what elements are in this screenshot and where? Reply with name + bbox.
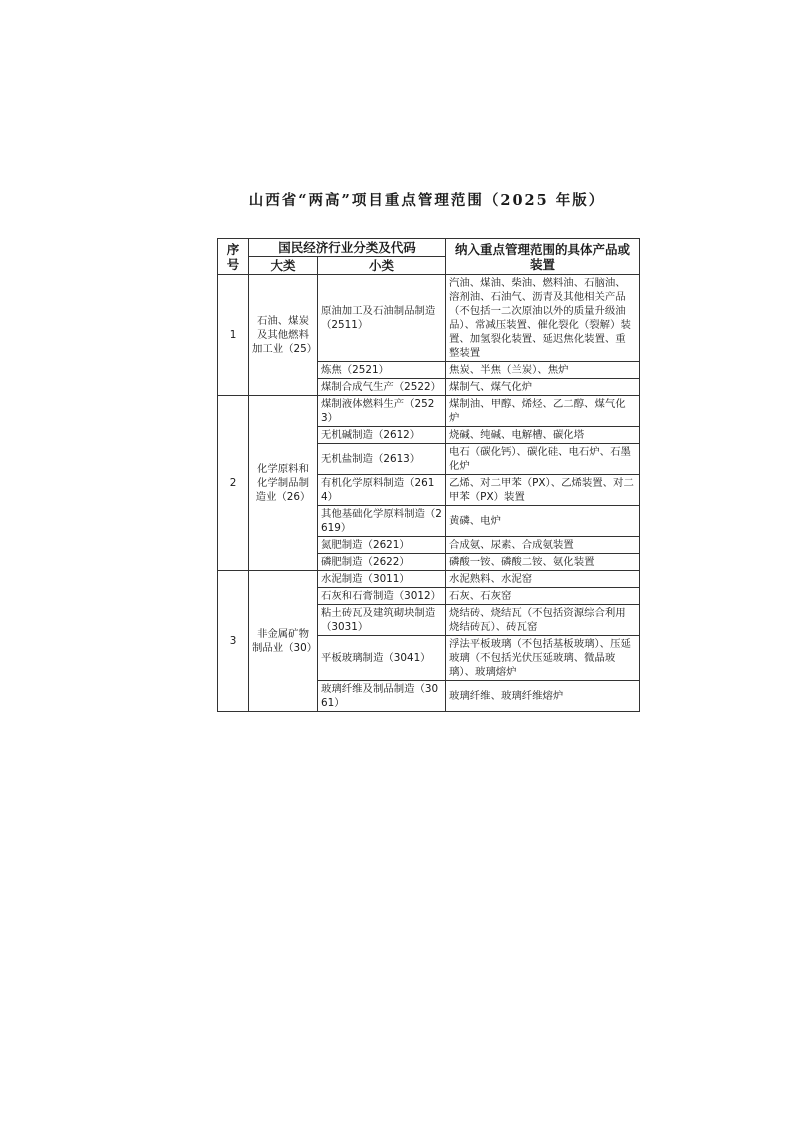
product-cell: 煤制气、煤气化炉 <box>446 379 640 396</box>
product-cell: 烧碱、纯碱、电解槽、碳化塔 <box>446 427 640 444</box>
minor-category-cell: 石灰和石膏制造（3012） <box>318 588 446 605</box>
product-cell: 浮法平板玻璃（不包括基板玻璃）、压延玻璃（不包括光伏压延玻璃、微晶玻璃）、玻璃熔炉 <box>446 636 640 681</box>
major-category-cell: 石油、煤炭及其他燃料加工业（25） <box>249 275 318 396</box>
minor-category-cell: 粘土砖瓦及建筑砌块制造（3031） <box>318 605 446 636</box>
table-row <box>218 275 640 362</box>
product-cell: 磷酸一铵、磷酸二铵、氨化装置 <box>446 554 640 571</box>
product-cell: 水泥熟料、水泥窑 <box>446 571 640 588</box>
major-category-cell: 非金属矿物制品业（30） <box>249 571 318 712</box>
product-cell: 电石（碳化钙）、碳化硅、电石炉、石墨化炉 <box>446 444 640 475</box>
product-cell: 焦炭、半焦（兰炭）、焦炉 <box>446 362 640 379</box>
product-cell: 煤制油、甲醇、烯烃、乙二醇、煤气化炉 <box>446 396 640 427</box>
product-cell: 烧结砖、烧结瓦（不包括资源综合利用烧结砖瓦）、砖瓦窑 <box>446 605 640 636</box>
product-cell: 玻璃纤维、玻璃纤维熔炉 <box>446 681 640 712</box>
seq-cell: 1 <box>218 275 249 396</box>
table-row <box>218 396 640 427</box>
header-industry: 国民经济行业分类及代码 <box>249 239 446 257</box>
minor-category-cell: 磷肥制造（2622） <box>318 554 446 571</box>
seq-cell: 3 <box>218 571 249 712</box>
minor-category-cell: 无机碱制造（2612） <box>318 427 446 444</box>
product-cell: 石灰、石灰窑 <box>446 588 640 605</box>
header-seq: 序号 <box>218 239 249 275</box>
minor-category-cell: 炼焦（2521） <box>318 362 446 379</box>
table-row <box>218 571 640 588</box>
minor-category-cell: 玻璃纤维及制品制造（3061） <box>318 681 446 712</box>
product-cell: 黄磷、电炉 <box>446 506 640 537</box>
product-cell: 汽油、煤油、柴油、燃料油、石脑油、溶剂油、石油气、沥青及其他相关产品（不包括一二次原油以外的质量升级油品）、常减压装置、催化裂化（裂解）装置、加氢裂化装置、延迟焦化装置、重整装置 <box>446 275 640 362</box>
table-header <box>218 239 640 275</box>
minor-category-cell: 其他基础化学原料制造（2619） <box>318 506 446 537</box>
management-scope-table <box>217 238 640 712</box>
seq-cell: 2 <box>218 396 249 571</box>
header-products: 纳入重点管理范围的具体产品或装置 <box>446 239 640 275</box>
product-cell: 合成氨、尿素、合成氨装置 <box>446 537 640 554</box>
minor-category-cell: 氮肥制造（2621） <box>318 537 446 554</box>
table-body <box>218 275 640 712</box>
minor-category-cell: 煤制液体燃料生产（2523） <box>318 396 446 427</box>
minor-category-cell: 无机盐制造（2613） <box>318 444 446 475</box>
minor-category-cell: 平板玻璃制造（3041） <box>318 636 446 681</box>
product-cell: 乙烯、对二甲苯（PX）、乙烯装置、对二甲苯（PX）装置 <box>446 475 640 506</box>
minor-category-cell: 有机化学原料制造（2614） <box>318 475 446 506</box>
major-category-cell: 化学原料和化学制品制造业（26） <box>249 396 318 571</box>
page-title: 山西省“两高”项目重点管理范围（2025 年版） <box>248 192 606 209</box>
minor-category-cell: 原油加工及石油制品制造（2511） <box>318 275 446 362</box>
header-major: 大类 <box>249 257 318 275</box>
minor-category-cell: 水泥制造（3011） <box>318 571 446 588</box>
minor-category-cell: 煤制合成气生产（2522） <box>318 379 446 396</box>
header-minor: 小类 <box>318 257 446 275</box>
